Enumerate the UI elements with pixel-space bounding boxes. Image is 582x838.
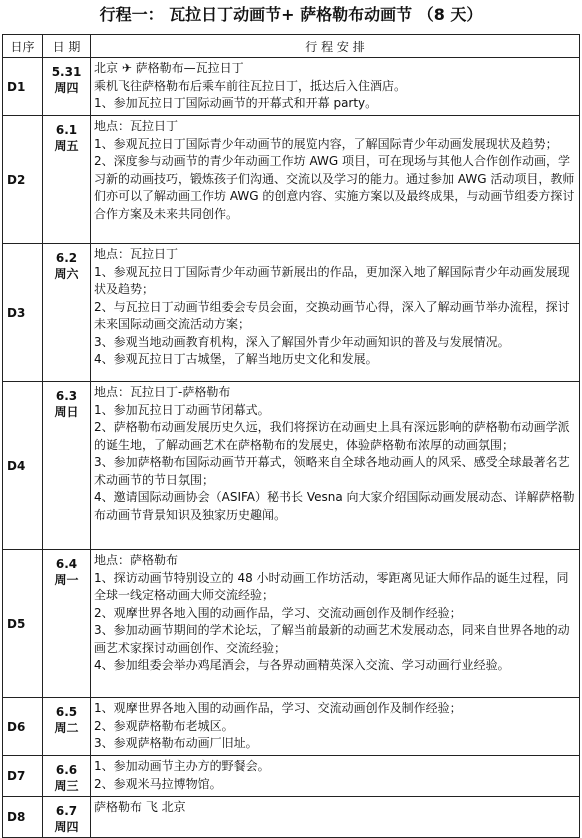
schedule-line: 1、参加瓦拉日丁动画节闭幕式。	[94, 402, 270, 417]
page-title: 行程一： 瓦拉日丁动画节+ 萨格勒布动画节 （8 天）	[99, 5, 483, 24]
schedule-line: 乘机飞往萨格勒布后乘车前往瓦拉日丁，抵达后入住酒店。	[94, 78, 407, 93]
weekday-value: 周日	[54, 405, 79, 419]
header-day: 日序	[3, 35, 43, 58]
date-cell	[43, 756, 91, 797]
schedule-line: 地点：萨格勒布	[94, 553, 179, 567]
schedule-line: 1、观摩世界各地入围的动画作品，学习、交流动画创作及制作经验；	[94, 701, 462, 715]
weekday-value: 周六	[54, 267, 79, 281]
table-header-row	[3, 35, 580, 58]
schedule-cell	[91, 382, 580, 550]
header-schedule: 行 程 安 排	[91, 35, 580, 58]
day-cell: D7	[3, 756, 43, 797]
header-date: 日 期	[43, 35, 91, 58]
date-value: 5.31	[51, 65, 82, 79]
schedule-line: 2、观摩世界各地入围的动画作品，学习、交流动画创作及制作经验；	[94, 605, 462, 620]
weekday-value: 周四	[54, 81, 79, 95]
table-row	[3, 116, 580, 244]
schedule-line: 2、与瓦拉日丁动画节组委会专员会面，交换动画节心得，深入了解动画节举办流程，探讨未来国际动画交流活动方案；	[94, 299, 570, 331]
weekday-value: 周三	[54, 779, 79, 793]
date-cell	[43, 698, 91, 756]
date-cell	[43, 244, 91, 382]
schedule-line: 2、深度参与动画节的青少年动画工作坊 AWG 项目，可在现场与其他人合作创作动画，学习新的动画技巧，锻炼孩子们沟通、交流以及学习的能力。通过参加 AWG 活动项目，教师们亦可以了解动画工作坊 AWG 的创意内容、实施方案以及最终成果，与动画节组委方探讨合作方案及未来共同创作。	[94, 154, 575, 221]
schedule-line: 3、参加萨格勒布国际动画节开幕式，领略来自全球各地动画人的风采、感受全球最著名艺术动画节的节日氛围；	[94, 455, 570, 487]
date-value: 6.3	[55, 389, 78, 403]
schedule-line: 1、参观瓦拉日丁国际青少年动画节的展览内容，了解国际青少年动画发展现状及趋势；	[94, 136, 558, 151]
date-value: 6.5	[55, 705, 78, 719]
schedule-cell	[91, 116, 580, 244]
schedule-line: 3、参观萨格勒布动画厂旧址。	[94, 736, 258, 750]
table-row	[3, 698, 580, 756]
date-value: 6.7	[55, 804, 78, 818]
day-cell: D2	[3, 116, 43, 244]
schedule-cell	[91, 698, 580, 756]
day-cell: D3	[3, 244, 43, 382]
day-cell: D5	[3, 550, 43, 698]
schedule-line: 1、参加瓦拉日丁国际动画节的开幕式和开幕 party。	[94, 96, 378, 110]
itinerary-table	[2, 34, 580, 838]
weekday-value: 周二	[54, 721, 79, 735]
schedule-line: 1、探访动画节特别设立的 48 小时动画工作坊活动，零距离见证大师作品的诞生过程，同全球一线定格动画大师交流经验；	[94, 570, 569, 602]
schedule-cell	[91, 244, 580, 382]
schedule-cell	[91, 550, 580, 698]
schedule-line: 4、参观瓦拉日丁古城堡，了解当地历史文化和发展。	[94, 352, 378, 366]
schedule-line: 北京 ✈ 萨格勒布—瓦拉日丁	[94, 61, 244, 75]
schedule-line: 1、参加动画节主办方的野餐会。	[94, 759, 270, 773]
schedule-cell	[91, 58, 580, 116]
table-row	[3, 244, 580, 382]
date-cell	[43, 116, 91, 244]
weekday-value: 周五	[54, 139, 79, 153]
schedule-line: 地点：瓦拉日丁	[94, 247, 179, 261]
schedule-line: 3、参加动画节期间的学术论坛，了解当前最新的动画艺术发展动态，同来自世界各地的动画艺术家探讨动画创作、交流经验；	[94, 623, 570, 655]
day-cell: D4	[3, 382, 43, 550]
schedule-line: 地点：瓦拉日丁-萨格勒布	[94, 385, 231, 399]
weekday-value: 周四	[54, 820, 79, 834]
schedule-line: 3、参观当地动画教育机构，深入了解国外青少年动画知识的普及与发展情况。	[94, 334, 510, 349]
day-cell: D6	[3, 698, 43, 756]
date-cell	[43, 382, 91, 550]
day-cell: D8	[3, 797, 43, 838]
date-value: 6.6	[55, 763, 78, 777]
schedule-line: 地点：瓦拉日丁	[94, 119, 179, 133]
schedule-cell	[91, 797, 580, 838]
schedule-cell	[91, 756, 580, 797]
day-cell: D1	[3, 58, 43, 116]
date-value: 6.2	[55, 251, 78, 265]
schedule-line: 2、萨格勒布动画发展历史久远，我们将探访在动画史上具有深远影响的萨格勒布动画学派的诞生地，了解动画艺术在萨格勒布的发展史，体验萨格勒布浓厚的动画氛围；	[94, 420, 570, 452]
date-value: 6.4	[55, 557, 78, 571]
date-cell	[43, 797, 91, 838]
table-row	[3, 382, 580, 550]
schedule-line: 2、参观米马拉博物馆。	[94, 776, 222, 791]
schedule-line: 4、参加组委会举办鸡尾酒会，与各界动画精英深入交流、学习动画行业经验。	[94, 658, 510, 672]
schedule-line: 2、参观萨格勒布老城区。	[94, 718, 234, 733]
date-cell	[43, 58, 91, 116]
schedule-line: 4、邀请国际动画协会（ASIFA）秘书长 Vesna 向大家介绍国际动画发展动态、详解萨格勒布动画节背景知识及独家历史趣闻。	[94, 490, 575, 522]
table-row	[3, 58, 580, 116]
date-cell	[43, 550, 91, 698]
table-row	[3, 756, 580, 797]
table-row	[3, 797, 580, 838]
schedule-line: 萨格勒布 飞 北京	[94, 800, 186, 814]
date-value: 6.1	[55, 123, 78, 137]
schedule-line: 1、参观瓦拉日丁国际青少年动画节新展出的作品，更加深入地了解国际青少年动画发展现状及趋势；	[94, 264, 570, 296]
weekday-value: 周一	[54, 573, 79, 587]
table-row	[3, 550, 580, 698]
